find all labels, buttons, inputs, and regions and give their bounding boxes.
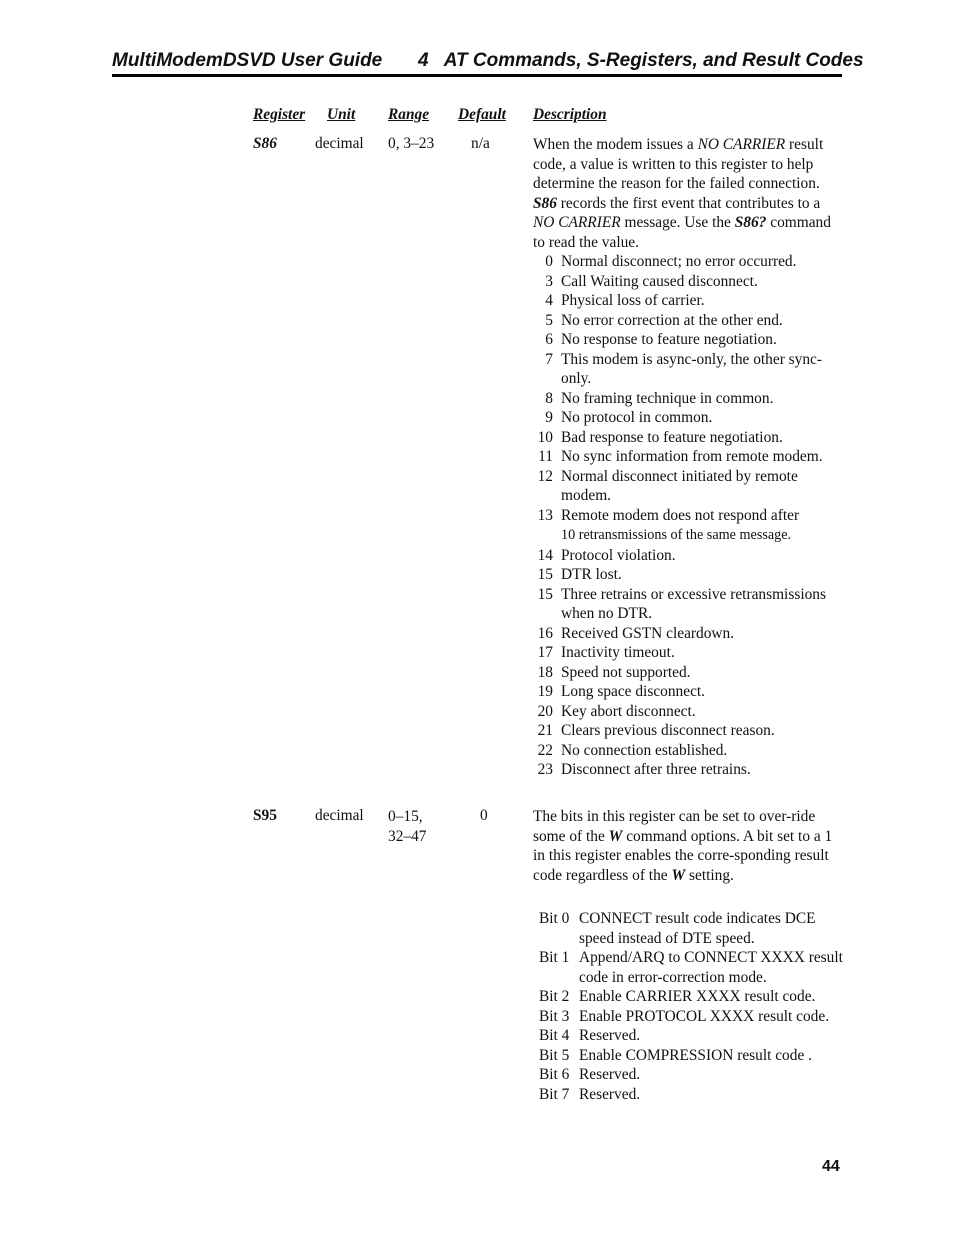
list-item: 12 Normal disconnect initiated by remote modem.	[537, 467, 798, 504]
list-item: 15 DTR lost.	[537, 566, 622, 583]
list-item: 21 Clears previous disconnect reason.	[537, 722, 775, 739]
list-item: 7 This modem is async-only, the other sync-only.	[545, 350, 823, 387]
register-default: n/a	[471, 135, 490, 152]
register-default: 0	[480, 807, 488, 824]
list-item: 23 Disconnect after three retrains.	[537, 761, 751, 778]
list-item: 3 Call Waiting caused disconnect.	[545, 272, 758, 290]
list-item: 11 No sync information from remote modem.	[538, 448, 823, 465]
register-description: The bits in this register can be set to over-ride some of the W command options. A bit set to a 1 in this register enables the corre-sponding result code regardless of the W setting.	[533, 808, 833, 884]
list-item: 13 Remote modem does not respond after 10 retransmissions of the same message.	[537, 506, 800, 543]
register-range: 0, 3–23	[388, 135, 435, 152]
list-item: Bit 1 Append/ARQ to CONNECT XXXX result code in error-correction mode.	[539, 949, 843, 986]
column-header-unit: Unit	[327, 106, 356, 123]
column-header-range: Range	[388, 106, 430, 123]
list-item: Bit 2 Enable CARRIER XXXX result code.	[539, 988, 816, 1005]
list-item: Bit 3 Enable PROTOCOL XXXX result code.	[539, 1007, 830, 1025]
list-item: 4 Physical loss of carrier.	[545, 292, 705, 309]
list-item: Bit 5 Enable COMPRESSION result code .	[539, 1046, 812, 1064]
list-item: 19 Long space disconnect.	[537, 683, 706, 700]
list-item: 5 No error correction at the other end.	[545, 311, 783, 329]
register-unit: decimal	[315, 135, 364, 152]
header-chapter-title: 4 AT Commands, S-Registers, and Result Codes	[418, 50, 864, 71]
register-name: S95	[253, 807, 277, 824]
disconnect-reason-list	[533, 252, 845, 780]
column-header-description: Description	[533, 106, 607, 123]
list-item: 14 Protocol violation.	[537, 546, 676, 564]
register-range: 0–15, 32–47	[388, 808, 427, 845]
list-item: Bit 6 Reserved.	[539, 1066, 641, 1083]
list-item: 16 Received GSTN cleardown.	[537, 624, 735, 642]
list-item: 22 No connection established.	[537, 741, 728, 759]
list-item: Bit 7 Reserved.	[539, 1085, 641, 1103]
list-item: 18 Speed not supported.	[537, 663, 691, 681]
column-header-default: Default	[458, 106, 506, 123]
list-item: 17 Inactivity timeout.	[537, 644, 675, 661]
list-item: 10 Bad response to feature negotiation.	[537, 428, 783, 446]
header-guide-title: MultiModemDSVD User Guide	[112, 50, 383, 71]
register-name: S86	[253, 135, 277, 152]
list-item: Bit 4 Reserved.	[539, 1027, 641, 1044]
list-item: 8 No framing technique in common.	[545, 389, 774, 407]
list-item: 15 Three retrains or excessive retransmissions when no DTR.	[537, 585, 826, 622]
list-item: 0 Normal disconnect; no error occurred.	[545, 253, 797, 270]
page-number: 44	[822, 1158, 840, 1175]
list-item: 20 Key abort disconnect.	[537, 702, 696, 720]
list-item: Bit 0 CONNECT result code indicates DCE speed instead of DTE speed.	[539, 910, 816, 947]
header-rule	[112, 74, 842, 77]
running-header	[112, 46, 864, 76]
list-item: 9 No protocol in common.	[545, 409, 713, 426]
register-unit: decimal	[315, 807, 364, 824]
register-description: When the modem issues a NO CARRIER result code, a value is written to this register to help determine the reason for the failed connection. S86 records the first event that contributes to a NO CARRIER message. Use the S86? command to read the value.	[533, 136, 831, 251]
column-header-register: Register	[253, 106, 306, 123]
list-item: 6 No response to feature negotiation.	[545, 331, 777, 348]
bit-definition-list	[539, 909, 845, 1104]
